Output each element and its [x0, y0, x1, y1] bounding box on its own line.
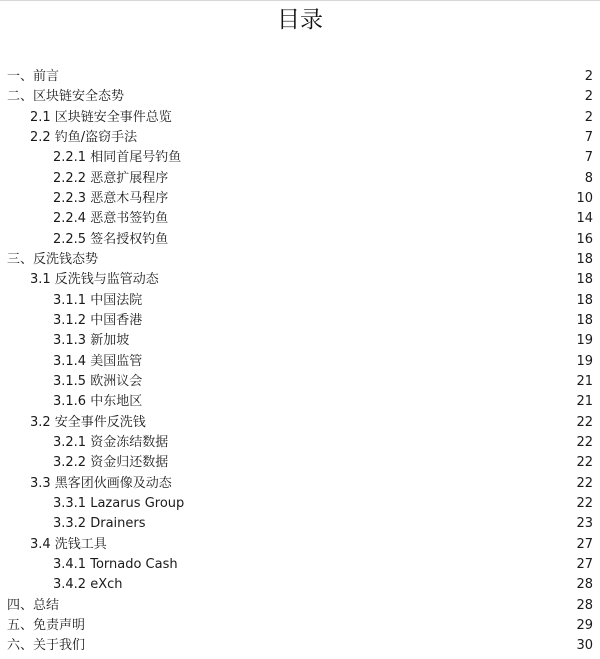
- toc-entry[interactable]: [0, 189, 600, 209]
- toc-entry[interactable]: [0, 636, 600, 656]
- toc-entry-label: 2.2 钓鱼/盗窃手法: [30, 129, 138, 145]
- page-title: 目录: [277, 7, 323, 33]
- toc-entry[interactable]: [0, 291, 600, 311]
- toc-entry[interactable]: [0, 555, 600, 575]
- toc-entry-label: 3.3.2 Drainers: [53, 516, 146, 532]
- toc-entry-label: 五、免责声明: [7, 617, 86, 633]
- toc-entry-label: 六、关于我们: [7, 638, 86, 654]
- toc-entry-page-number: 29: [576, 617, 593, 633]
- toc-entry-page-number: 22: [576, 455, 593, 471]
- toc-entry-page-number: 2: [584, 109, 593, 125]
- toc-entry-label: 2.2.2 恶意扩展程序: [53, 170, 169, 186]
- toc-entry[interactable]: [0, 514, 600, 534]
- toc-entry-label: 3.4.2 eXch: [53, 577, 123, 593]
- toc-entry-label: 三、反洗钱态势: [7, 251, 99, 267]
- toc-entry-label: 3.1.3 新加坡: [53, 333, 130, 349]
- toc-entry-page-number: 22: [576, 475, 593, 491]
- toc-entry-page-number: 22: [576, 434, 593, 450]
- toc-entry[interactable]: [0, 331, 600, 351]
- toc-entry[interactable]: [0, 575, 600, 595]
- toc-entry-page-number: 2: [584, 89, 593, 105]
- toc-entry-label: 3.1.2 中国香港: [53, 312, 143, 328]
- toc-entry-page-number: 19: [576, 353, 593, 369]
- toc-entry[interactable]: [0, 230, 600, 250]
- toc-entry-label: 一、前言: [7, 69, 60, 84]
- toc-entry-page-number: 21: [576, 394, 593, 410]
- toc-entry[interactable]: [0, 372, 600, 392]
- toc-entry-label: 3.2.2 资金归还数据: [53, 455, 169, 471]
- toc-entry-page-number: 18: [576, 312, 593, 328]
- toc-entry-page-number: 8: [584, 170, 593, 186]
- toc-entry-page-number: 30: [576, 638, 593, 654]
- toc-entry-label: 3.2 安全事件反洗钱: [30, 414, 146, 430]
- toc-entry-page-number: 28: [576, 577, 593, 593]
- toc-entry-page-number: 10: [576, 190, 593, 206]
- toc-entry-label: 2.2.3 恶意木马程序: [53, 190, 169, 206]
- toc-entry-label: 3.4.1 Tornado Cash: [53, 556, 178, 572]
- toc-entry-page-number: 27: [576, 556, 593, 572]
- toc-entry[interactable]: [0, 453, 600, 473]
- toc-entry-page-number: 19: [576, 333, 593, 349]
- toc-entry-page-number: 18: [576, 251, 593, 267]
- toc-entry[interactable]: [0, 392, 600, 412]
- toc-entry[interactable]: [0, 169, 600, 189]
- toc-entry-label: 3.1.6 中东地区: [53, 394, 143, 410]
- toc-entry-page-number: 21: [576, 373, 593, 389]
- toc-entry-label: 2.2.5 签名授权钓鱼: [53, 231, 169, 247]
- toc-entry[interactable]: [0, 596, 600, 616]
- toc-entry[interactable]: [0, 209, 600, 229]
- toc-entry-label: 3.1.4 美国监管: [53, 353, 143, 369]
- toc-entry-page-number: 7: [584, 129, 593, 145]
- toc-entry[interactable]: [0, 413, 600, 433]
- toc-entry-page-number: 28: [576, 597, 593, 613]
- toc-entry[interactable]: [0, 474, 600, 494]
- toc-entry[interactable]: [0, 128, 600, 148]
- toc-entry-label: 3.3 黑客团伙画像及动态: [30, 475, 172, 491]
- toc-entry-label: 二、区块链安全态势: [7, 89, 125, 105]
- toc-entry-page-number: 16: [576, 231, 593, 247]
- toc-entry[interactable]: [0, 67, 600, 87]
- toc-entry-page-number: 2: [584, 69, 593, 84]
- toc-entry-label: 3.1 反洗钱与监管动态: [30, 272, 159, 288]
- toc-entry[interactable]: [0, 311, 600, 331]
- toc-entry-page-number: 27: [576, 536, 593, 552]
- toc-entry-label: 2.2.1 相同首尾号钓鱼: [53, 150, 182, 166]
- toc-entry-page-number: 22: [576, 414, 593, 430]
- toc-entry[interactable]: [0, 494, 600, 514]
- toc-entry-label: 四、总结: [7, 597, 60, 613]
- table-of-contents: [0, 67, 600, 657]
- toc-entry-page-number: 23: [576, 516, 593, 532]
- toc-entry[interactable]: [0, 433, 600, 453]
- toc-entry[interactable]: [0, 270, 600, 290]
- toc-entry[interactable]: [0, 616, 600, 636]
- toc-entry-page-number: 18: [576, 272, 593, 288]
- toc-entry[interactable]: [0, 108, 600, 128]
- toc-entry[interactable]: [0, 535, 600, 555]
- toc-entry[interactable]: [0, 352, 600, 372]
- toc-entry[interactable]: [0, 148, 600, 168]
- toc-entry-page-number: 18: [576, 292, 593, 308]
- toc-entry-label: 3.4 洗钱工具: [30, 536, 107, 552]
- toc-entry[interactable]: [0, 250, 600, 270]
- toc-entry-label: 2.1 区块链安全事件总览: [30, 109, 172, 125]
- toc-entry-label: 3.2.1 资金冻结数据: [53, 434, 169, 450]
- toc-entry-page-number: 22: [576, 495, 593, 511]
- toc-entry-page-number: 7: [584, 150, 593, 166]
- toc-entry-label: 2.2.4 恶意书签钓鱼: [53, 211, 169, 227]
- toc-entry[interactable]: [0, 87, 600, 107]
- toc-entry-label: 3.1.5 欧洲议会: [53, 373, 143, 389]
- toc-entry-label: 3.3.1 Lazarus Group: [53, 495, 185, 511]
- toc-entry-page-number: 14: [576, 211, 593, 227]
- toc-entry-label: 3.1.1 中国法院: [53, 292, 143, 308]
